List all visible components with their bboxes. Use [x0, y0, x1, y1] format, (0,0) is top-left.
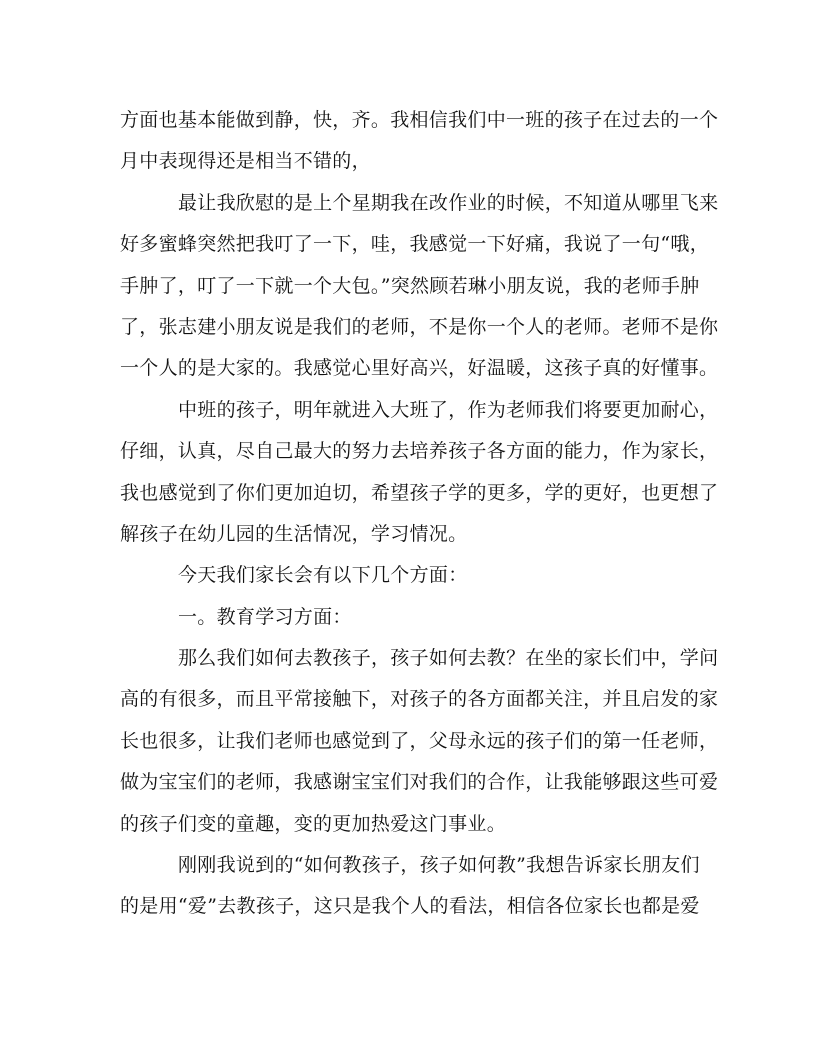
text-line: 我也感觉到了你们更加迫切，希望孩子学的更多，学的更好，也更想了 [120, 481, 719, 504]
paragraph-start-line: 最让我欣慰的是上个星期我在改作业的时候，不知道从哪里飞来 [178, 191, 719, 214]
text-line: 的是用“爱”去教孩子，这只是我个人的看法，相信各位家长也都是爱 [120, 895, 700, 918]
text-line: 一个人的是大家的。我感觉心里好高兴，好温暖，这孩子真的好懂事。 [120, 357, 719, 380]
text-line: 仔细，认真，尽自己最大的努力去培养孩子各方面的能力，作为家长， [120, 440, 719, 463]
text-line: 做为宝宝们的老师，我感谢宝宝们对我们的合作，让我能够跟这些可爱 [120, 771, 719, 794]
text-line: 长也很多，让我们老师也感觉到了，父母永远的孩子们的第一任老师， [120, 729, 719, 752]
section-heading: 一。教育学习方面： [178, 605, 352, 628]
paragraph-start-line: 中班的孩子，明年就进入大班了，作为老师我们将要更加耐心， [178, 398, 719, 421]
text-line: 了，张志建小朋友说是我们的老师，不是你一个人的老师。老师不是你 [120, 315, 719, 338]
paragraph-start-line: 今天我们家长会有以下几个方面： [178, 564, 468, 587]
text-line: 好多蜜蜂突然把我叮了一下，哇，我感觉一下好痛，我说了一句“哦， [120, 233, 710, 256]
text-line: 月中表现得还是相当不错的， [120, 150, 371, 173]
paragraph-start-line: 那么我们如何去教孩子，孩子如何去教？在坐的家长们中，学问 [178, 647, 719, 670]
body-text [120, 100, 719, 928]
text-line: 解孩子在幼儿园的生活情况，学习情况。 [120, 522, 468, 545]
text-line: 手肿了，叮了一下就一个大包。”突然顾若琳小朋友说，我的老师手肿 [120, 274, 700, 297]
text-line: 高的有很多，而且平常接触下，对孩子的各方面都关注，并且启发的家 [120, 688, 719, 711]
text-line: 的孩子们变的童趣，变的更加热爱这门事业。 [120, 812, 507, 835]
paragraph-start-line: 刚刚我说到的“如何教孩子，孩子如何教”我想告诉家长朋友们 [178, 854, 700, 877]
text-line: 方面也基本能做到静，快，齐。我相信我们中一班的孩子在过去的一个 [120, 109, 719, 131]
